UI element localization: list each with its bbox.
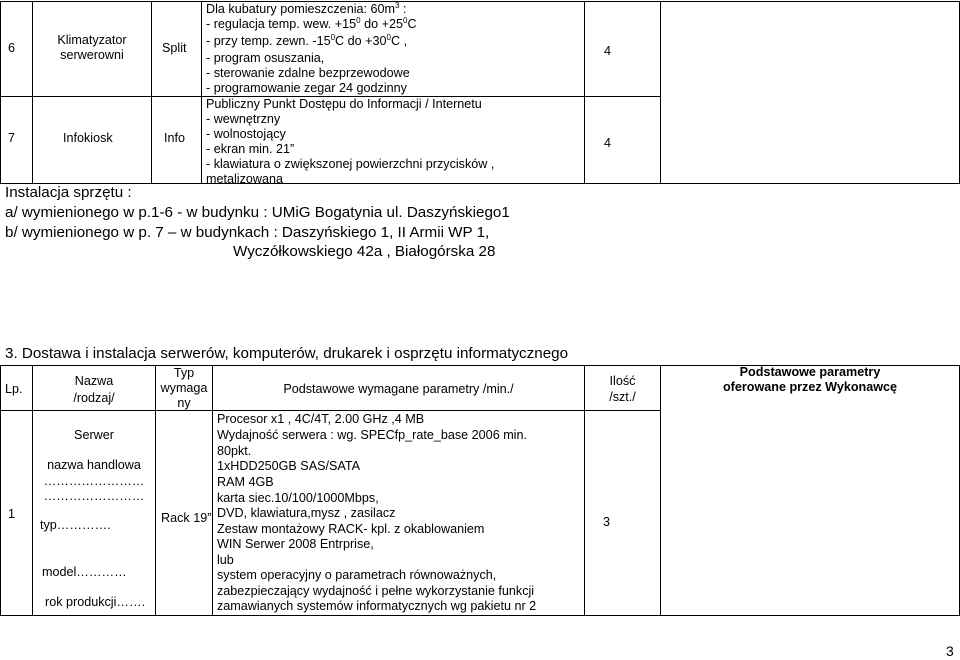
type-label: typ…………. — [40, 518, 111, 532]
header-offer: Podstawowe parametry — [739, 365, 881, 379]
item-name: serwerowni — [60, 48, 124, 62]
section-title: 3. Dostawa i instalacja serwerów, komputerów, drukarek i osprzętu informatycznego — [5, 345, 569, 362]
item-name: Serwer — [74, 428, 114, 442]
header-params: Podstawowe wymagane parametry /min./ — [283, 382, 514, 396]
installation-heading: Instalacja sprzętu : — [5, 184, 132, 201]
row-number: 1 — [8, 507, 16, 521]
description-line: - programowanie zegar 24 godzinny — [206, 81, 407, 95]
param-line: Procesor x1 , 4C/4T, 2.00 GHz ,4 MB — [217, 412, 425, 426]
model-label: model………… — [42, 565, 127, 579]
table-border — [0, 183, 960, 184]
item-name: Infokiosk — [63, 131, 113, 145]
item-name: Klimatyzator — [57, 33, 127, 47]
row-number: 7 — [8, 131, 16, 145]
installation-line-b-cont: Wyczółkowskiego 42a , Białogórska 28 — [233, 243, 496, 260]
description-line: - przy temp. zewn. $-15^0C$ do $+30^0C$ , — [206, 32, 408, 48]
header-type: Typ — [173, 366, 195, 380]
installation-line-a: a/ wymienionego w p.1-6 - w budynku : UMiG Bogatynia ul. Daszyńskiego1 — [5, 204, 510, 221]
brand-name-dots: …………………… — [43, 489, 145, 503]
item-type: Split — [162, 41, 187, 55]
brand-name-dots: …………………… — [43, 474, 145, 488]
brand-name-label: nazwa handlowa — [47, 458, 141, 472]
item-quantity: 4 — [604, 136, 612, 150]
description-line: - regulacja temp. wew. $+15^0$ do $+25^0C$ — [206, 15, 417, 31]
header-name: /rodzaj/ — [73, 391, 115, 405]
description-line: - program osuszania, — [206, 51, 325, 65]
param-line: WIN Serwer 2008 Entrprise, — [217, 537, 374, 551]
param-line: DVD, klawiatura,mysz , zasilacz — [217, 506, 396, 520]
description-line: - ekran min. 21” — [206, 142, 295, 156]
item-type: Info — [164, 131, 186, 145]
table-border — [584, 1, 585, 184]
header-type: wymaga — [160, 381, 208, 395]
table-border — [212, 365, 213, 615]
description-line: - wolnostojący — [206, 127, 286, 141]
param-line: 1xHDD250GB SAS/SATA — [217, 459, 361, 473]
description-line: Dla kubatury pomieszczenia: $60m^3$ : — [206, 0, 407, 16]
param-line: lub — [217, 553, 234, 567]
description-line: - klawiatura o zwiększonej powierzchni przycisków , — [206, 157, 495, 171]
table-border — [151, 1, 152, 184]
row-number: 6 — [8, 41, 16, 55]
page-number: 3 — [946, 643, 954, 659]
table-border — [0, 1, 1, 184]
item-quantity: 3 — [603, 515, 611, 529]
param-line: 80pkt. — [217, 444, 252, 458]
installation-line-b: b/ wymienionego w p. 7 – w budynkach : Daszyńskiego 1, II Armii WP 1, — [5, 224, 490, 241]
param-line: Wydajność serwera : wg. SPECfp_rate_base 2006 min. — [217, 428, 527, 442]
param-line: system operacyjny o parametrach równoważnych, — [217, 568, 497, 582]
description-line: - wewnętrzny — [206, 112, 281, 126]
table-border — [0, 1, 960, 2]
description-line: metalizowana — [206, 172, 284, 186]
header-offer: oferowane przez Wykonawcę — [722, 380, 898, 394]
description-line: - sterowanie zdalne bezprzewodowe — [206, 66, 410, 80]
header-type: ny — [177, 396, 191, 410]
header-qty: /szt./ — [609, 390, 636, 404]
param-line: zamawianych systemów informatycznych wg pakietu nr 2 — [217, 599, 537, 613]
param-line: RAM 4GB — [217, 475, 274, 489]
header-lp: Lp. — [5, 382, 23, 396]
table-border — [201, 1, 202, 184]
item-type: Rack 19” — [161, 511, 212, 525]
table-border — [660, 1, 661, 184]
header-name: Nazwa — [74, 374, 114, 388]
table-border — [0, 615, 960, 616]
production-year-label: rok produkcji……. — [45, 595, 146, 609]
param-line: Zestaw montażowy RACK- kpl. z okablowaniem — [217, 522, 485, 536]
table-border — [0, 410, 660, 411]
header-qty: Ilość — [609, 374, 636, 388]
item-quantity: 4 — [604, 44, 612, 58]
description-line: Publiczny Punkt Dostępu do Informacji / Internetu — [206, 97, 482, 111]
param-line: zabezpieczający wydajność i pełne wykorzystanie funkcji — [217, 584, 535, 598]
param-line: karta siec.10/100/1000Mbps, — [217, 491, 379, 505]
table-border — [0, 365, 1, 615]
table-border — [660, 365, 661, 615]
table-border — [32, 1, 33, 184]
